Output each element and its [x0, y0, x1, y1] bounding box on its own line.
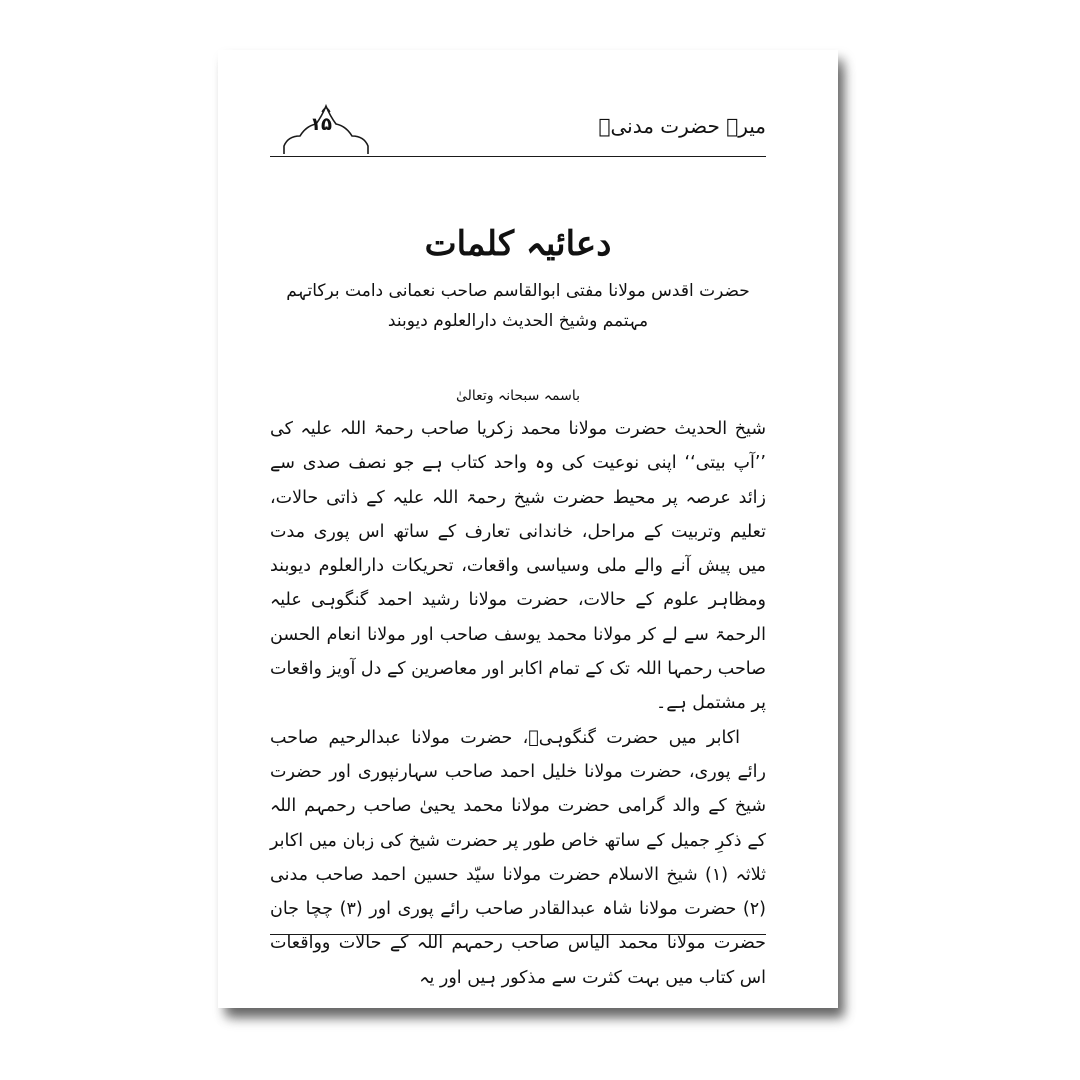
body-paragraph-1: شیخ الحدیث حضرت مولانا محمد زکریا صاحب رحمۃ اللہ علیہ کی ’’آپ بیتی‘‘ اپنی نوعیت کی وہ واحد کتاب ہے جو نصف صدی سے زائد عرصہ پر محیط حضرت شیخ رحمۃ اللہ علیہ کے ذاتی حالات، تعلیم وتربیت کے مراحل، خاندانی تعارف کے ساتھ اس پوری مدت میں پیش آنے والے ملی وسیاسی واقعات، تحریکات دارالعلوم دیوبند ومظاہر علوم کے حالات، حضرت مولانا رشید احمد گنگوہی علیہ الرحمۃ سے لے کر مولانا محمد یوسف صاحب اور مولانا انعام الحسن صاحب رحمہا اللہ تک کے تمام اکابر اور معاصرین کے دل آویز واقعات پر مشتمل ہے۔	[270, 419, 766, 714]
footer-rule	[270, 934, 766, 935]
running-title: میرے حضرت مدنیؒ	[598, 114, 766, 138]
author-line: حضرت اقدس مولانا مفتی ابوالقاسم صاحب نعمانی دامت برکاتہم	[286, 281, 750, 301]
chapter-title: دعائیہ کلمات	[424, 224, 612, 264]
page-number: ۱۵	[310, 114, 332, 135]
header-rule	[270, 156, 766, 157]
basmala-line: باسمہ سبحانہ وتعالیٰ	[455, 388, 581, 404]
body-paragraph-2: اکابر میں حضرت گنگوہیؒ، حضرت مولانا عبدالرحیم صاحب رائے پوری، حضرت مولانا خلیل احمد صاحب سہارنپوری اور حضرت شیخ کے والد گرامی حضرت مولانا محمد یحییٰ صاحب رحمہم اللہ کے ذکرِ جمیل کے ساتھ خاص طور پر حضرت شیخ کی زبان میں اکابر ثلاثہ (۱) شیخ الاسلام حضرت مولانا سیّد حسین احمد صاحب مدنی (۲) حضرت مولانا شاہ عبدالقادر صاحب رائے پوری اور (۳) چچا جان حضرت مولانا محمد الیاس صاحب رحمہم اللہ کے حالات وواقعات اس کتاب میں بہت کثرت سے مذکور ہیں اور یہ	[270, 727, 767, 988]
page-body	[270, 220, 766, 995]
page-header	[270, 84, 766, 138]
author-position-line: مہتمم وشیخ الحدیث دارالعلوم دیوبند	[387, 311, 649, 331]
book-page	[218, 50, 838, 1008]
